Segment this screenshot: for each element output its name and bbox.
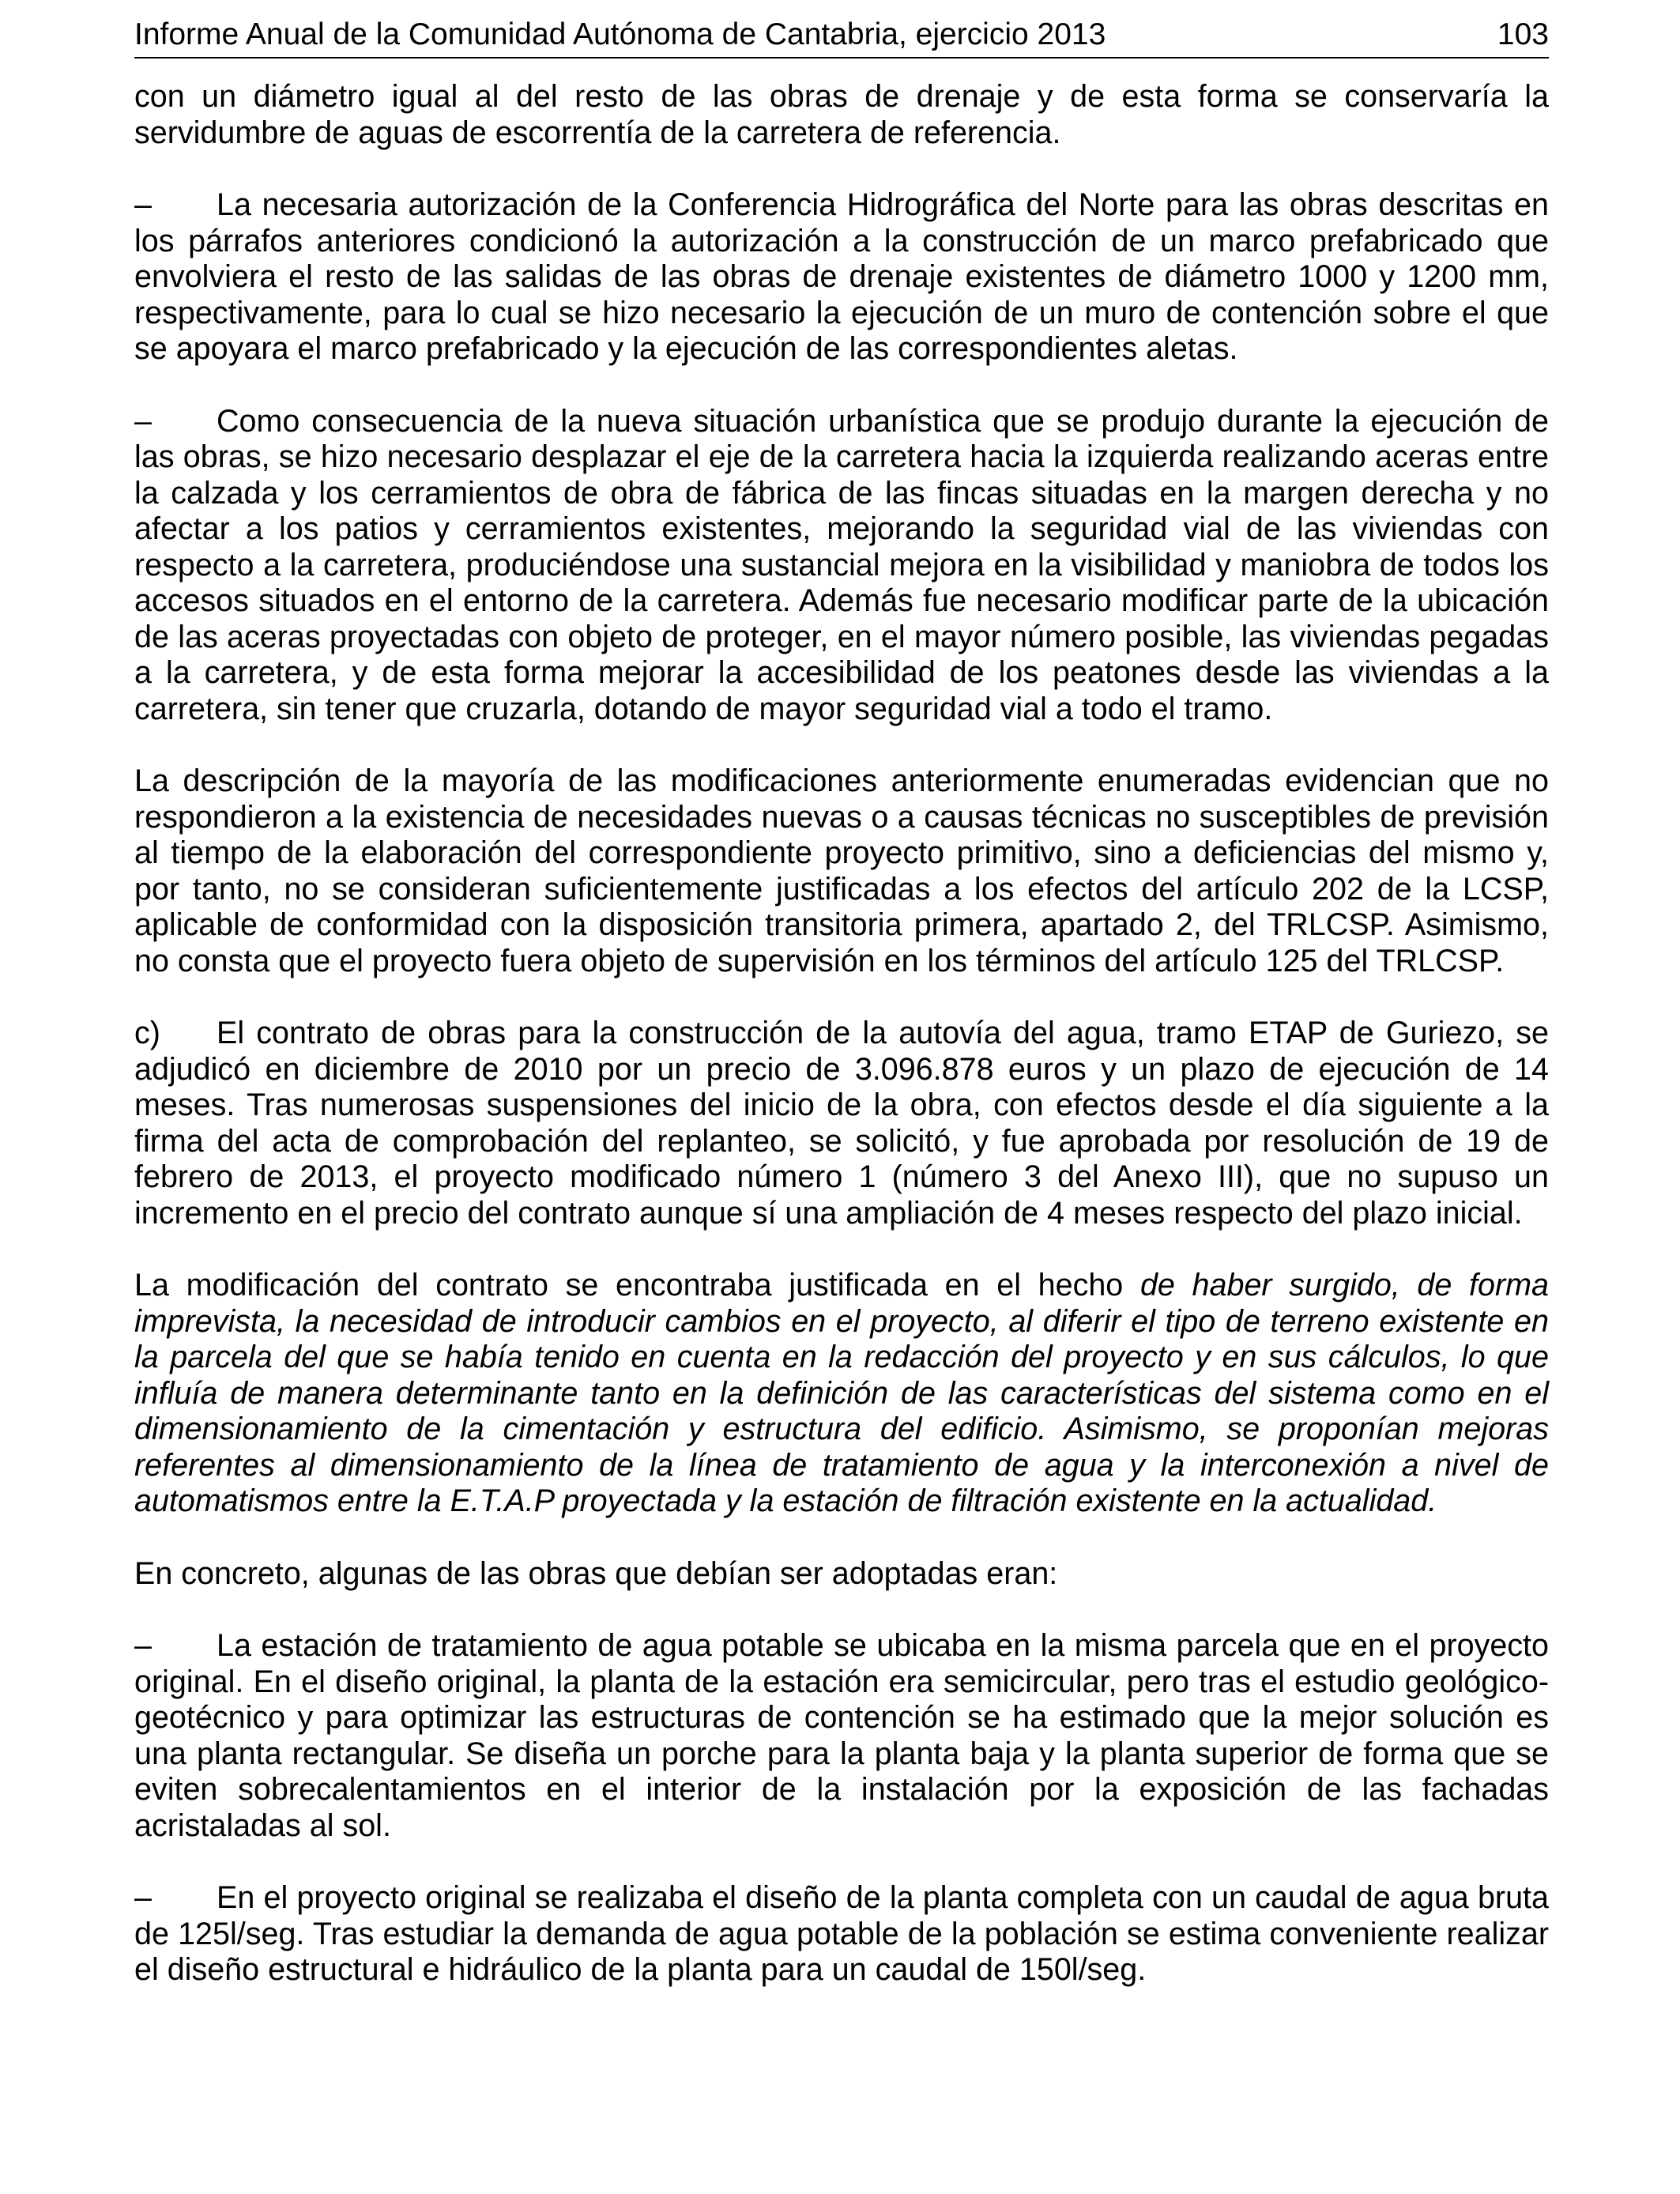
paragraph-6: La modificación del contrato se encontraba justificada en el hecho de haber surgido, de forma imprevista, la necesidad de introducir cambios en el proyecto, al diferir el tipo de terreno existente en la parcela del que se había tenido en cuenta en la redacción del proyecto y en sus cálculos, lo que influía de manera determinante tanto en la definición de las características del sistema como en el dimensionamiento de la cimentación y estructura del edificio. Asimismo, se proponían mejoras referentes al dimensionamiento de la línea de tratamiento de agua y la interconexión a nivel de automatismos entre la E.T.A.P proyectada y la estación de filtración existente en la actualidad. <box>134 1268 1550 1518</box>
document-body <box>134 79 1549 1989</box>
paragraph-8: – La estación de tratamiento de agua potable se ubicaba en la misma parcela que en el proyecto original. En el diseño original, la planta de la estación era semicircular, pero tras el estudio geológico-geotécnico y para optimizar las estructuras de contención se ha estimado que la mejor solución es una planta rectangular. Se diseña un porche para la planta baja y la planta superior de forma que se eviten sobrecalentamientos en el interior de la instalación por la exposición de las fachadas acristaladas al sol. <box>134 1628 1549 1843</box>
page-number: 103 <box>1497 17 1549 51</box>
list-dash: – <box>134 187 152 222</box>
list-dash: – <box>134 1628 152 1663</box>
paragraph-4: La descripción de la mayoría de las modificaciones anteriormente enumeradas evidencian que no respondieron a la existencia de necesidades nuevas o a causas técnicas no susceptibles de previsión al tiempo de la elaboración del correspondiente proyecto primitivo, sino a deficiencias del mismo y, por tanto, no se consideran suficientemente justificadas a los efectos del artículo 202 de la LCSP, aplicable de conformidad con la disposición transitoria primera, apartado 2, del TRLCSP. Asimismo, no consta que el proyecto fuera objeto de supervisión en los términos del artículo 125 del TRLCSP. <box>134 763 1549 978</box>
paragraph-3: – Como consecuencia de la nueva situación urbanística que se produjo durante la ejecución de las obras, se hizo necesario desplazar el eje de la carretera hacia la izquierda realizando aceras entre la calzada y los cerramientos de obra de fábrica de las fincas situadas en la margen derecha y no afectar a los patios y cerramientos existentes, mejorando la seguridad vial de las viviendas con respecto a la carretera, produciéndose una sustancial mejora en la visibilidad y maniobra de todos los accesos situados en el entorno de la carretera. Además fue necesario modificar parte de la ubicación de las aceras proyectadas con objeto de proteger, en el mayor número posible, las viviendas pegadas a la carretera, y de esta forma mejorar la accesibilidad de los peatones desde las viviendas a la carretera, sin tener que cruzarla, dotando de mayor seguridad vial a todo el tramo. <box>134 403 1549 726</box>
header-title: Informe Anual de la Comunidad Autónoma de Cantabria, ejercicio 2013 <box>134 17 1106 51</box>
page-header <box>134 14 1549 58</box>
paragraph-2: – La necesaria autorización de la Conferencia Hidrográfica del Norte para las obras descritas en los párrafos anteriores condicionó la autorización a la construcción de un marco prefabricado que envolviera el resto de las salidas de las obras de drenaje existentes de diámetro 1000 y 1200 mm, respectivamente, para lo cual se hizo necesario la ejecución de un muro de contención sobre el que se apoyara el marco prefabricado y la ejecución de las correspondientes aletas. <box>134 187 1549 366</box>
paragraph-5: c) El contrato de obras para la construcción de la autovía del agua, tramo ETAP de Guriezo, se adjudicó en diciembre de 2010 por un precio de 3.096.878 euros y un plazo de ejecución de 14 meses. Tras numerosas suspensiones del inicio de la obra, con efectos desde el día siguiente a la firma del acta de comprobación del replanteo, se solicitó, y fue aprobada por resolución de 19 de febrero de 2013, el proyecto modificado número 1 (número 3 del Anexo III), que no supuso un incremento en el precio del contrato aunque sí una ampliación de 4 meses respecto del plazo inicial. <box>134 1016 1549 1231</box>
paragraph-1: con un diámetro igual al del resto de las obras de drenaje y de esta forma se conservaría la servidumbre de aguas de escorrentía de la carretera de referencia. <box>134 79 1549 150</box>
quoted-justification: de haber surgido, de forma imprevista, la necesidad de introducir cambios en el proyecto, al diferir el tipo de terreno existente en la parcela del que se había tenido en cuenta en la redacción del proyecto y en sus cálculos, lo que influía de manera determinante tanto en la definición de las características del sistema como en el dimensionamiento de la cimentación y estructura del edificio. Asimismo, se proponían mejoras referentes al dimensionamiento de la línea de tratamiento de agua y la interconexión a nivel de automatismos entre la E.T.A.P proyectada y la estación de filtración existente en la actualidad. <box>134 1268 1550 1518</box>
document-page <box>134 14 1549 2025</box>
item-label: c) <box>134 1016 160 1050</box>
list-dash: – <box>134 403 152 439</box>
list-dash: – <box>134 1880 152 1915</box>
paragraph-9: – En el proyecto original se realizaba el diseño de la planta completa con un caudal de agua bruta de 125l/seg. Tras estudiar la demanda de agua potable de la población se estima conveniente realizar el diseño estructural e hidráulico de la planta para un caudal de 150l/seg. <box>134 1880 1549 1987</box>
paragraph-7: En concreto, algunas de las obras que debían ser adoptadas eran: <box>134 1555 1058 1591</box>
